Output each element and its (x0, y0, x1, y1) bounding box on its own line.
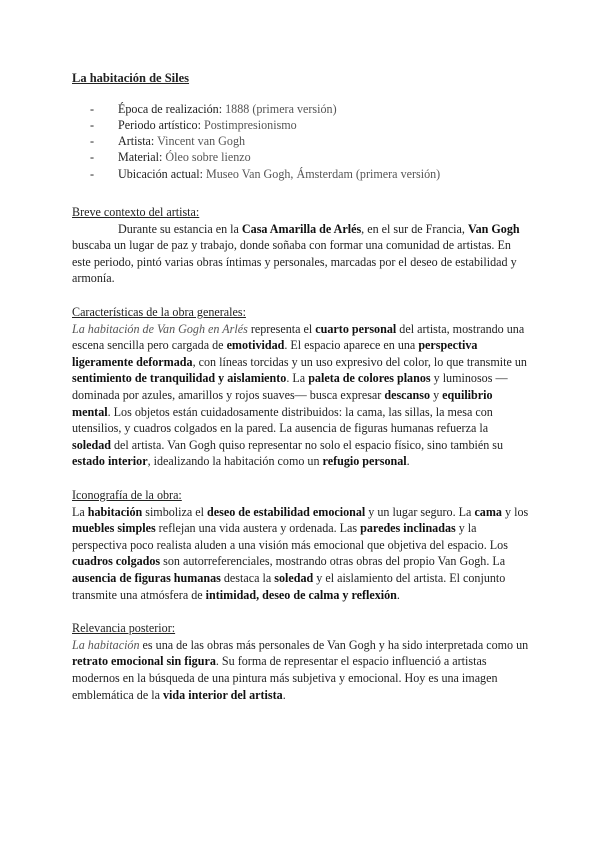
bold-text: estado interior (72, 454, 148, 469)
bold-text: habitación (87, 504, 143, 519)
text-run: Durante su estancia en la (118, 221, 242, 236)
meta-label: Artista: (118, 134, 158, 149)
text-run: . (406, 454, 410, 469)
text-run: buscaba un lugar de paz y trabajo, donde soñaba con formar una comunidad de artistas. En este periodo, pintó varias obras íntimas y personales, marcadas por el deseo de estabilidad y armonía. (72, 238, 517, 286)
meta-value: Óleo sobre lienzo (165, 150, 251, 165)
bold-text: paredes inclinadas (360, 521, 456, 536)
text-run: y los (501, 504, 529, 519)
section-caracteristicas (72, 304, 530, 470)
section-iconografia (72, 487, 530, 603)
text-run: representa el (247, 321, 316, 336)
meta-item-periodo (72, 117, 530, 133)
meta-item-material (72, 149, 530, 165)
bold-text: muebles simples (72, 521, 156, 536)
meta-value: 1888 (primera versión) (225, 101, 337, 116)
meta-item-artista (72, 133, 530, 149)
bold-text: cuadros colgados (72, 554, 161, 569)
bullet-dash: - (90, 134, 95, 149)
bold-text: intimidad, deseo de calma y reflexión (205, 587, 397, 602)
meta-item-epoca (72, 101, 530, 117)
meta-value: Museo Van Gogh, Ámsterdam (primera versión) (205, 166, 441, 181)
text-run: . El espacio aparece en una (284, 338, 419, 353)
document-page (72, 70, 530, 720)
section-paragraph (72, 504, 530, 604)
text-run: reflejan una vida austera y ordenada. Las (155, 521, 361, 536)
bold-text: paleta de colores planos (308, 371, 431, 386)
text-run: , con líneas torcidas y un uso expresivo del color, lo que transmite un (192, 354, 527, 369)
meta-value: Vincent van Gogh (157, 134, 246, 149)
text-run: . La (286, 371, 309, 386)
bold-text: cama (474, 504, 502, 519)
text-run: . Los objetos están cuidadosamente distribuidos: la cama, las sillas, la mesa con utensilios, y cuadros colgados en la pared. La ausencia de figuras humanas refuerza la (72, 404, 493, 436)
bullet-dash: - (90, 166, 95, 181)
text-run: y el aislamiento del artista. El conjunto transmite una atmósfera de (72, 570, 506, 602)
metadata-list (72, 101, 530, 182)
bold-text: ausencia de figuras humanas (72, 570, 221, 585)
bold-text: deseo de estabilidad emocional (207, 504, 366, 519)
bold-text: soledad (72, 437, 111, 452)
bold-text: Van Gogh (467, 221, 520, 236)
text-run: del artista. Van Gogh quiso representar no solo el espacio físico, sino también su (110, 437, 504, 452)
text-run: del artista, mostrando una escena sencilla pero cargada de (72, 321, 525, 353)
text-run: La (72, 504, 88, 519)
bold-text: refugio personal (322, 454, 407, 469)
bold-text: Casa Amarilla de Arlés (241, 221, 362, 236)
bullet-dash: - (90, 150, 95, 165)
bold-text: vida interior del artista (163, 687, 283, 702)
text-run: y (430, 388, 443, 403)
meta-label: Material: (118, 150, 166, 165)
meta-label: Época de realización: (118, 101, 226, 116)
section-paragraph (72, 637, 530, 703)
bold-text: emotividad (226, 338, 285, 353)
text-run: es una de las obras más personales de Van Gogh y ha sido interpretada como un (139, 637, 529, 652)
text-run: . Su forma de representar el espacio influenció a artistas modernos en la búsqueda de una pintura más subjetiva y emocional. Hoy es una imagen emblemática de la (72, 654, 498, 702)
text-run: . (396, 587, 400, 602)
meta-item-ubicacion (72, 166, 530, 182)
italic-text: La habitación (72, 637, 140, 652)
italic-text: La habitación de Van Gogh en Arlés (72, 321, 248, 336)
text-run: , idealizando la habitación como un (147, 454, 323, 469)
bold-text: cuarto personal (315, 321, 397, 336)
text-run: y un lugar seguro. La (365, 504, 475, 519)
section-heading: Características de la obra generales: (72, 305, 246, 320)
text-run: y la perspectiva poco realista aluden a una visión más emocional que objetiva del espacio. Los (72, 521, 508, 552)
section-heading: Breve contexto del artista: (72, 205, 200, 220)
text-run: destaca la (220, 570, 275, 585)
bold-text: equilibrio mental (72, 388, 493, 419)
section-paragraph (72, 221, 530, 287)
bullet-dash: - (90, 117, 95, 132)
text-run: . (282, 687, 286, 702)
bold-text: retrato emocional sin figura (72, 654, 216, 669)
document-title: La habitación de Siles (72, 71, 190, 85)
section-relevancia (72, 620, 530, 703)
section-paragraph (72, 321, 530, 470)
meta-value: Postimpresionismo (204, 117, 297, 132)
text-run: , en el sur de Francia, (361, 221, 468, 236)
bold-text: soledad (274, 570, 314, 585)
text-run: simboliza el (142, 504, 208, 519)
section-heading: Iconografía de la obra: (72, 487, 182, 502)
section-heading: Relevancia posterior: (72, 621, 176, 636)
bold-text: perspectiva ligeramente deformada (72, 338, 478, 369)
text-run: son autorreferenciales, mostrando otras obras del propio Van Gogh. La (160, 554, 506, 569)
bullet-dash: - (90, 101, 95, 116)
bold-text: descanso (384, 388, 431, 403)
meta-label: Ubicación actual: (118, 166, 206, 181)
text-run: y luminosos —dominada por azules, amarillos y rojos suaves— busca expresar (72, 371, 508, 403)
bold-text: sentimiento de tranquilidad y aislamiento (72, 371, 287, 386)
section-contexto (72, 204, 530, 287)
meta-label: Periodo artístico: (118, 117, 204, 132)
